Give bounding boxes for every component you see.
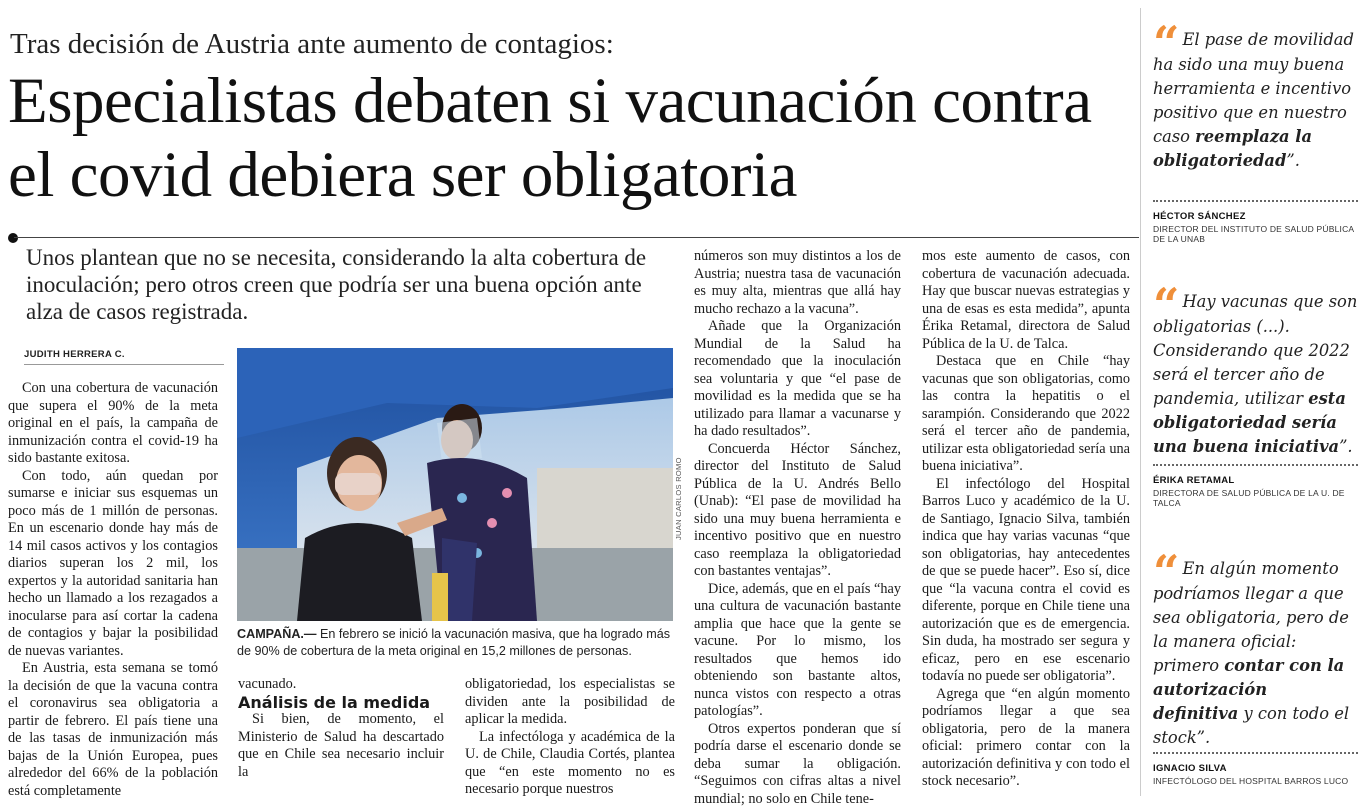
pull-quote-3 (1153, 557, 1358, 750)
paragraph: La infectóloga y académica de la U. de Chile, Claudia Cortés, plantea que “en este momento no es necesario porque nuestros (465, 729, 675, 799)
paragraph: Con todo, aún quedan por sumarse e iniciar sus esquemas un poco más de 1 millón de personas. En un escenario donde hay más de 14 mil casos activos y los contagios diarios superan los 2 mil, los expertos y la autoridad sanitaria han hecho un llamado a los rezagados a inocularse para así cortar la cadena de contagios y bajar la posibilidad de nuevas variantes. (8, 468, 218, 661)
quote-source-name: IGNACIO SILVA (1153, 763, 1227, 774)
paragraph: Otros expertos ponderan que sí podría darse el escenario donde se deba sumar la obligación. “Seguimos con cifras altas a nivel mundial; no solo en Chile tene- (694, 721, 901, 808)
paragraph: mos este aumento de casos, con cobertura de vacunación adecuada. Hay que buscar nuevas estrategias y una de esas es esta medida”, apunta Érika Retamal, directora de Salud Pública de la U. de Talca. (922, 248, 1130, 353)
paragraph: Añade que la Organización Mundial de la Salud ha recomendado que la inoculación sea voluntaria y que “el pase de movilidad es la medida que se ha utilizado para llamar a vacunarse y ha dado resultados”. (694, 318, 901, 441)
caption-label: CAMPAÑA.— (237, 627, 317, 641)
headline-rule (14, 237, 1139, 238)
body-column-5 (922, 248, 1130, 796)
quote-text: Hay vacunas que son obligatorias (...). Considerando que 2022 será el tercer año de pandemia, utilizar (1153, 292, 1357, 408)
body-column-4 (694, 248, 901, 796)
paragraph: El infectólogo del Hospital Barros Luco y académico de la U. de Santiago, Ignacio Silva, también indica que hay varias vacunas “que son obligatorias, hay antecedentes de que se puede hacer”. Eso sí, dice que “la vacuna contra el covid es diferente, porque en Chile tiene una autorización que es de emergencia. Sin duda, ha mostrado ser segura y eficaz, pero en ese escenario todavía no puede ser obligatoria”. (922, 476, 1130, 686)
quote-source-role: INFECTÓLOGO DEL HOSPITAL BARROS LUCO (1153, 776, 1358, 786)
photo-illustration (237, 348, 673, 621)
photo-credit: JUAN CARLOS ROMO (674, 457, 683, 540)
quote-divider (1153, 464, 1358, 466)
section-subhead: Análisis de la medida (238, 694, 444, 712)
rule-dot (8, 233, 18, 243)
quote-source-role: DIRECTORA DE SALUD PÚBLICA DE LA U. DE TALCA (1153, 488, 1358, 508)
quote-source-name: HÉCTOR SÁNCHEZ (1153, 211, 1246, 222)
paragraph: Destaca que en Chile “hay vacunas que son obligatorias, como las contra la hepatitis o el sarampión. Considerando que 2022 será el tercer año de pandemia, utilizar esta obligatoriedad sería una buena iniciativa”. (922, 353, 1130, 476)
paragraph: Concuerda Héctor Sánchez, director del Instituto de Salud Pública de la U. Andrés Bello (Unab): “El pase de movilidad ha sido una muy buena herramienta e incentivo positivo que en nuestro caso reemplaza la obligatoriedad con bastantes ventajas”. (694, 441, 901, 581)
quote-mark-icon: “ (1153, 16, 1174, 70)
byline-rule (24, 364, 224, 365)
sidebar-divider (1140, 8, 1141, 796)
quote-text-end: y con todo el stock”. (1153, 704, 1349, 747)
paragraph: números son muy distintos a los de Austria; nuestra tasa de vacunación es muy alta, mientras que allá hay mucho rechazo a la vacuna”. (694, 248, 901, 318)
paragraph: Con una cobertura de vacunación que supera el 90% de la meta original en el país, la campaña de inmunización contra el covid-19 ha sido bastante exitosa. (8, 380, 218, 468)
body-column-2 (238, 676, 444, 796)
subtitle-bajada: Unos plantean que no se necesita, considerando la alta cobertura de inoculación; pero otros creen que podría ser una buena opción ante alza de casos registrada. (26, 244, 666, 325)
quote-text-end: ”. (1339, 437, 1353, 456)
paragraph: Si bien, de momento, el Ministerio de Salud ha descartado que en Chile sea necesario incluir la (238, 711, 444, 781)
quote-text-end: ”. (1286, 151, 1300, 170)
headline: Especialistas debaten si vacunación contra el covid debiera ser obligatoria (8, 64, 1138, 212)
photo-caption (237, 626, 677, 660)
quote-highlight: contar con la autorización definitiva (1153, 656, 1344, 723)
quote-source-name: ÉRIKA RETAMAL (1153, 475, 1234, 486)
caption-text: En febrero se inició la vacunación masiva, que ha logrado más de 90% de cobertura de la meta original en 15,2 millones de personas. (237, 627, 670, 658)
body-column-3 (465, 676, 675, 796)
paragraph: obligatoriedad, los especialistas se dividen ante la posibilidad de aplicar la medida. (465, 676, 675, 729)
byline: JUDITH HERRERA C. (24, 349, 125, 360)
quote-divider (1153, 752, 1358, 754)
paragraph: Dice, además, que en el país “hay una cultura de vacunación bastante amplia que hace que la gente se vacune. Por lo mismo, los resultados que hemos ido obteniendo son bastante altos, nunca vistos con respecto a otras patologías”. (694, 581, 901, 721)
quote-source-role: DIRECTOR DEL INSTITUTO DE SALUD PÚBLICA DE LA UNAB (1153, 224, 1358, 244)
kicker: Tras decisión de Austria ante aumento de contagios: (10, 28, 614, 61)
pull-quote-1 (1153, 28, 1358, 173)
pull-quote-2 (1153, 290, 1358, 459)
body-column-1 (8, 380, 218, 796)
quote-divider (1153, 200, 1358, 202)
quote-highlight: reemplaza la obligatoriedad (1153, 127, 1312, 170)
quote-text: El pase de movilidad ha sido una muy buena herramienta e incentivo positivo que en nuestro caso (1153, 30, 1354, 146)
paragraph: En Austria, esta semana se tomó la decisión de que la vacuna contra el coronavirus sea obligatoria a partir de febrero. El país tiene una de las tasas de inmunización más bajas de la Unión Europea, pues alrededor del 66% de la población está completamente (8, 660, 218, 800)
quote-highlight: esta obligatoriedad sería una buena iniciativa (1153, 389, 1346, 456)
quote-mark-icon: “ (1153, 545, 1174, 599)
quote-mark-icon: “ (1153, 278, 1174, 332)
paragraph: vacunado. (238, 676, 444, 694)
paragraph: Agrega que “en algún momento podríamos llegar a que sea obligatoria, pero de la manera oficial: primero contar con la autorización definitiva y con todo el stock necesario”. (922, 686, 1130, 791)
vaccination-photo (237, 348, 673, 621)
quote-text: En algún momento podríamos llegar a que sea obligatoria, pero de la manera oficial: primero (1153, 559, 1349, 675)
